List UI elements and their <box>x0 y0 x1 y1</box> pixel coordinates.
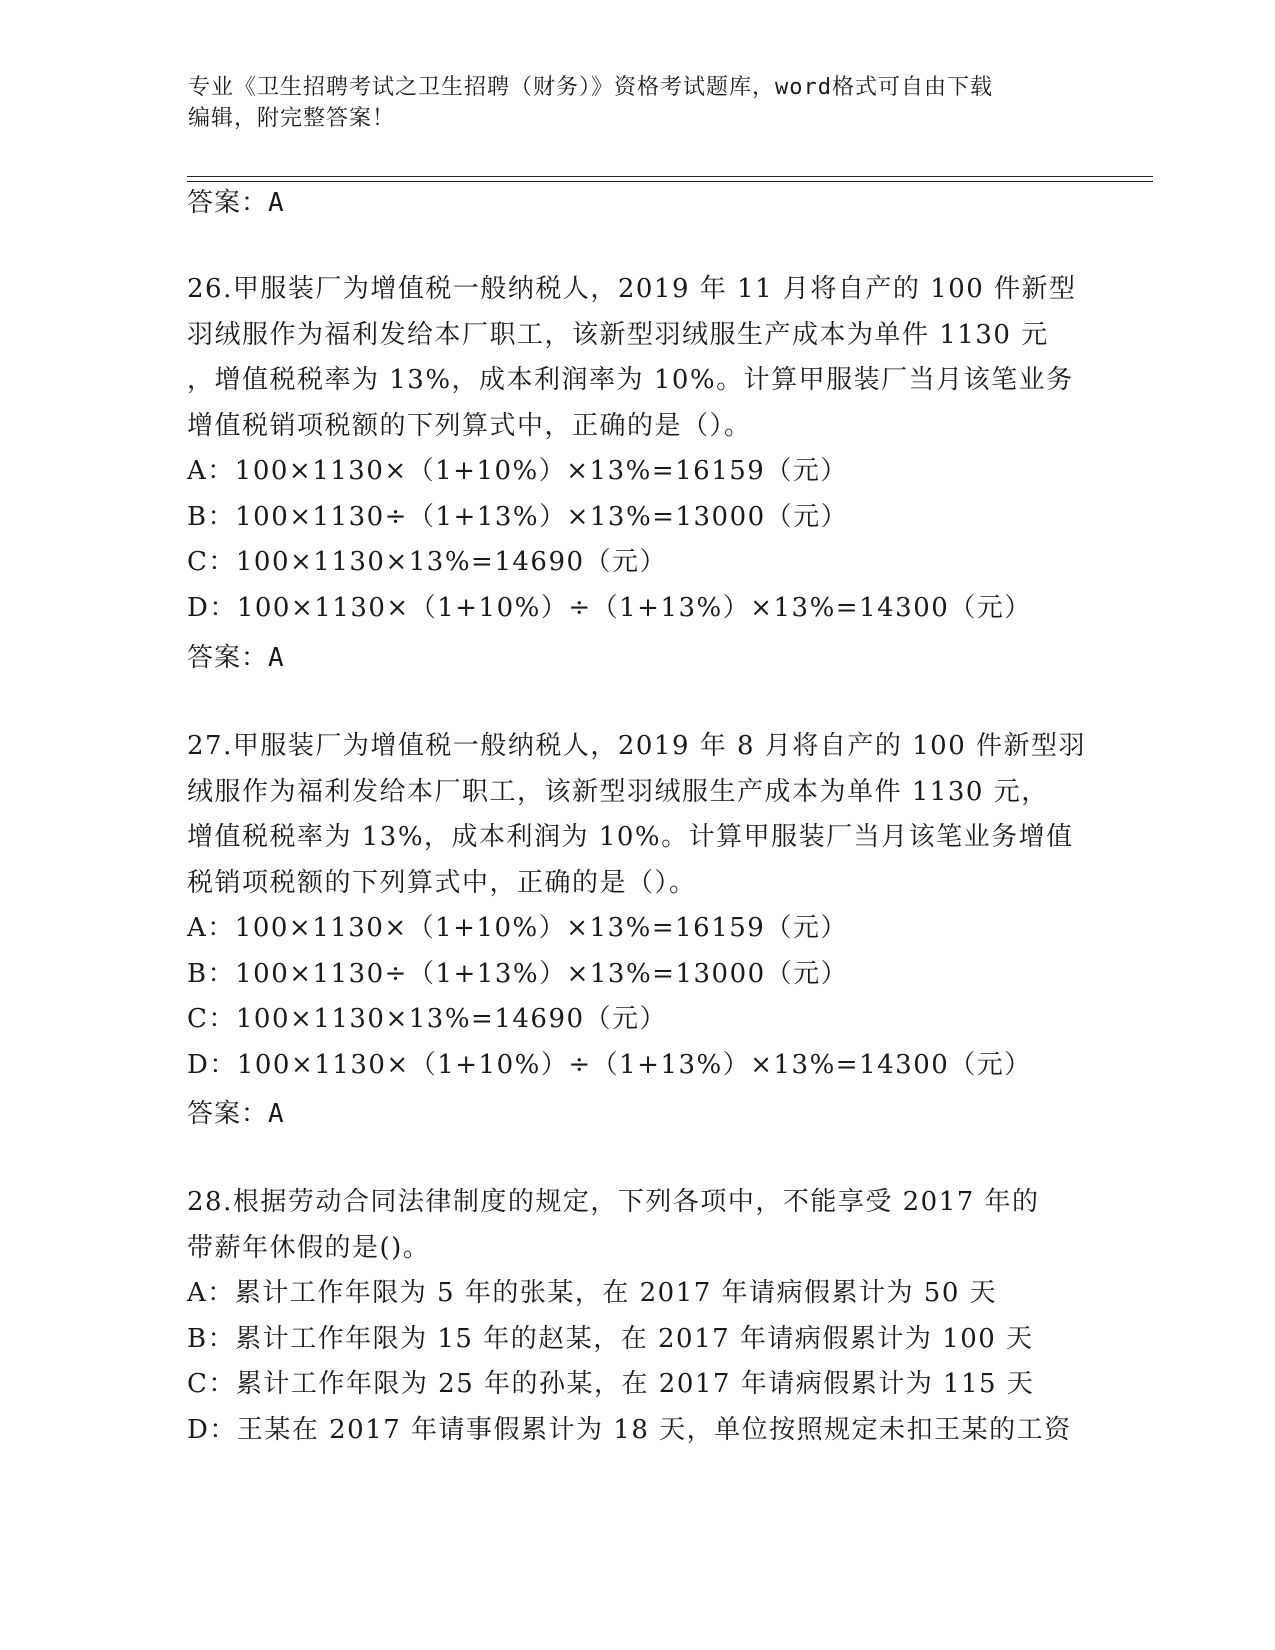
option-d: D：王某在 2017 年请事假累计为 18 天，单位按照规定未扣王某的工资 <box>187 1414 1072 1445</box>
question-text-line: 28.根据劳动合同法律制度的规定，下列各项中，不能享受 2017 年的 <box>187 1187 1040 1217</box>
option-c: C：累计工作年限为 25 年的孙某，在 2017 年请病假累计为 115 天 <box>187 1369 1035 1399</box>
header-line-2: 编辑，附完整答案！ <box>188 106 396 131</box>
answer-line: 答案：A <box>187 1099 285 1129</box>
question-text-line: 增值税销项税额的下列算式中，正确的是（）。 <box>187 410 752 441</box>
question-text-line: 增值税税率为 13%，成本利润为 10%。计算甲服装厂当月该笔业务增值 <box>187 822 1074 852</box>
answer-line: 答案：A <box>187 643 285 673</box>
answer-line: 答案：A <box>187 188 285 218</box>
option-d: D：100×1130×（1+10%）÷（1+13%）×13%=14300（元） <box>187 1049 1032 1080</box>
header-line-1: 专业《卫生招聘考试之卫生招聘（财务）》资格考试题库，word格式可自由下载 <box>188 75 993 100</box>
option-b: B：100×1130÷（1+13%）×13%=13000（元） <box>187 958 849 989</box>
option-a: A：累计工作年限为 5 年的张某，在 2017 年请病假累计为 50 天 <box>187 1278 998 1308</box>
header-divider <box>187 176 1153 182</box>
question-text-line: 带薪年休假的是()。 <box>187 1232 431 1263</box>
question-text-line: 26.甲服装厂为增值税一般纳税人，2019 年 11 月将自产的 100 件新型 <box>187 274 1077 304</box>
option-c: C：100×1130×13%=14690（元） <box>187 547 668 577</box>
question-text-line: 税销项税额的下列算式中，正确的是（）。 <box>187 867 697 898</box>
question-28 <box>187 1180 1087 1453</box>
question-text-line: 羽绒服作为福利发给本厂职工，该新型羽绒服生产成本为单件 1130 元 <box>187 319 1049 350</box>
option-a: A：100×1130×（1+10%）×13%=16159（元） <box>187 913 848 943</box>
option-b: B：100×1130÷（1+13%）×13%=13000（元） <box>187 501 849 532</box>
question-26 <box>187 267 1087 631</box>
option-a: A：100×1130×（1+10%）×13%=16159（元） <box>187 456 848 486</box>
option-c: C：100×1130×13%=14690（元） <box>187 1004 668 1034</box>
question-text-line: 绒服作为福利发给本厂职工，该新型羽绒服生产成本为单件 1130 元， <box>187 776 1049 807</box>
question-27 <box>187 724 1087 1088</box>
question-text-line: 27.甲服装厂为增值税一般纳税人，2019 年 8 月将自产的 100 件新型羽 <box>187 731 1087 761</box>
question-text-line: ，增值税税率为 13%，成本利润率为 10%。计算甲服装厂当月该笔业务 <box>187 365 1074 395</box>
document-header <box>188 72 1088 134</box>
option-d: D：100×1130×（1+10%）÷（1+13%）×13%=14300（元） <box>187 592 1032 623</box>
option-b: B：累计工作年限为 15 年的赵某，在 2017 年请病假累计为 100 天 <box>187 1323 1034 1354</box>
